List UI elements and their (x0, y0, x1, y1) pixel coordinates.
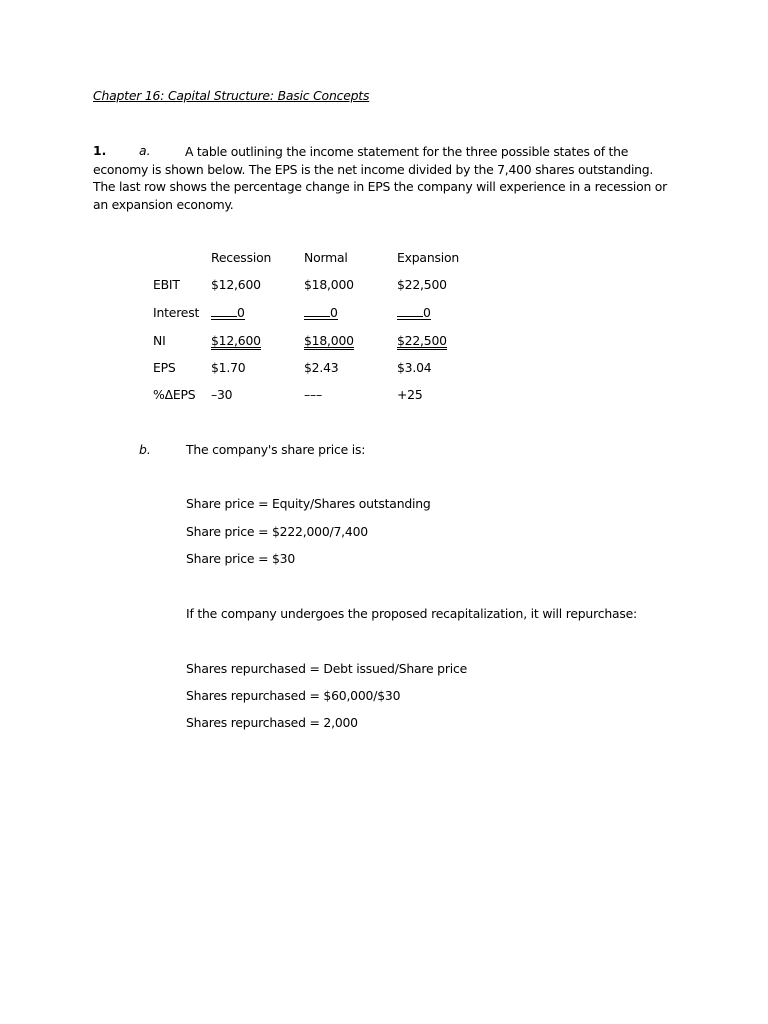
row-label-interest: Interest (153, 305, 200, 320)
row-label-ebit: EBIT (153, 277, 180, 292)
underline-blank (304, 305, 330, 317)
share-price-line-2: Share price = $222,000/7,400 (186, 524, 368, 539)
share-price-line-3: Share price = $30 (186, 551, 296, 566)
ni-normal: $18,000 (304, 333, 354, 348)
eps-normal: $2.43 (304, 360, 339, 375)
underline-blank (397, 305, 423, 317)
interest-recession: 0 (211, 305, 245, 320)
part-b-intro: The company's share price is: (186, 442, 366, 457)
part-b-label: b. (139, 442, 151, 457)
ebit-recession: $12,600 (211, 277, 261, 292)
repurchase-line-3: Shares repurchased = 2,000 (186, 715, 358, 730)
ebit-normal: $18,000 (304, 277, 354, 292)
eps-expansion: $3.04 (397, 360, 432, 375)
col-header-expansion: Expansion (397, 250, 460, 265)
recap-text: If the company undergoes the proposed recapitalization, it will repurchase: (186, 606, 638, 621)
row-label-eps: EPS (153, 360, 176, 375)
row-label-pct-change-eps: %ΔEPS (153, 387, 196, 402)
chapter-title: Chapter 16: Capital Structure: Basic Concepts (93, 88, 370, 103)
repurchase-line-2: Shares repurchased = $60,000/$30 (186, 688, 401, 703)
pct-change-expansion: +25 (397, 387, 423, 402)
part-a-label: a. (139, 143, 151, 158)
pct-change-normal: ––– (304, 387, 322, 402)
question-number: 1. (93, 143, 107, 158)
interest-normal: 0 (304, 305, 338, 320)
row-label-ni: NI (153, 333, 166, 348)
col-header-recession: Recession (211, 250, 272, 265)
part-a-paragraph: A table outlining the income statement for the three possible states of the economy is shown below. The EPS is the net income divided by the 7,400 shares outstanding. The last row shows the percentage change in EPS the company will experience in a recession or an expansion economy. (93, 144, 667, 212)
col-header-normal: Normal (304, 250, 348, 265)
eps-recession: $1.70 (211, 360, 246, 375)
ni-recession: $12,600 (211, 333, 261, 348)
share-price-line-1: Share price = Equity/Shares outstanding (186, 496, 431, 511)
repurchase-line-1: Shares repurchased = Debt issued/Share price (186, 661, 468, 676)
underline-blank (211, 305, 237, 317)
interest-expansion: 0 (397, 305, 431, 320)
pct-change-recession: –30 (211, 387, 233, 402)
ebit-expansion: $22,500 (397, 277, 447, 292)
ni-expansion: $22,500 (397, 333, 447, 348)
